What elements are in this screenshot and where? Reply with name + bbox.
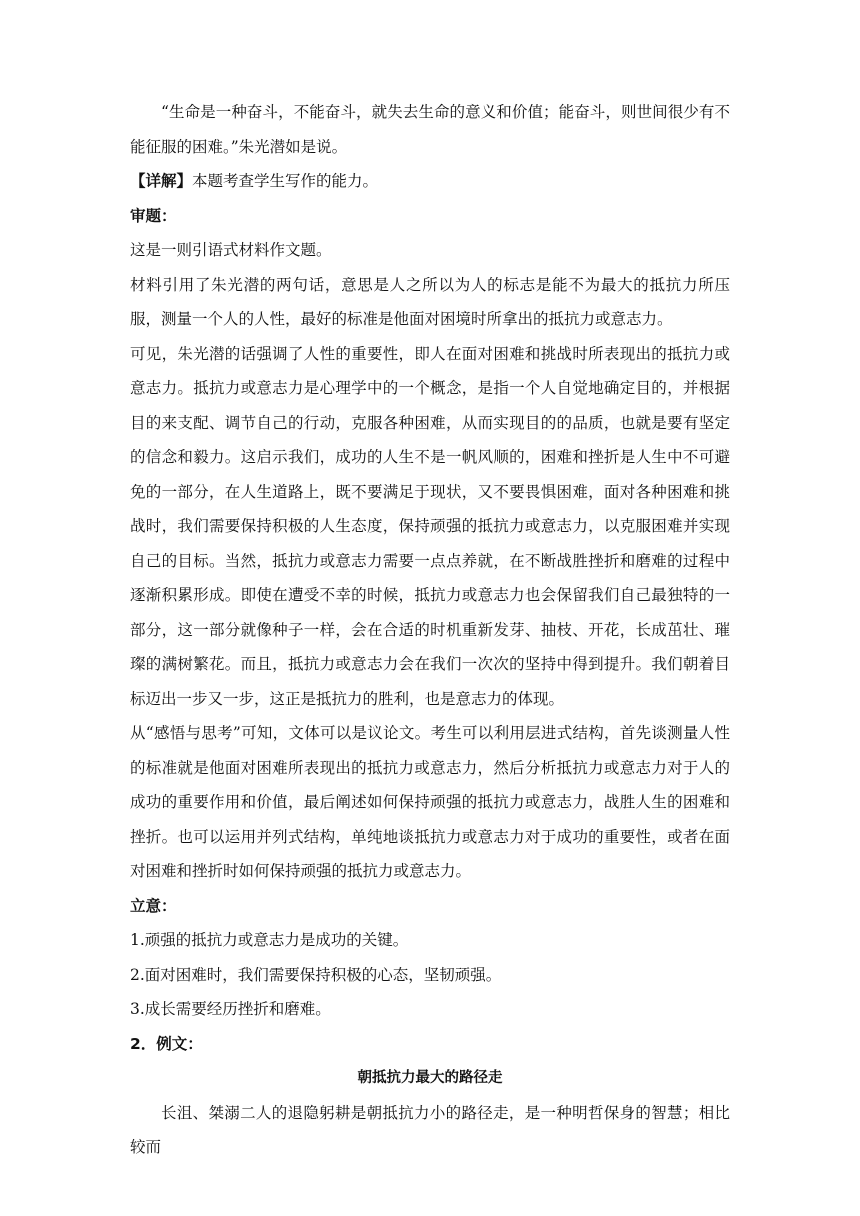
analysis-paragraph: 可见，朱光潜的话强调了人性的重要性，即人在面对困难和挑战时所表现出的抵抗力或意志力。抵抗力或意志力是心理学中的一个概念，是指一个人自觉地确定目的，并根据目的来支配、调节自己的行动，克服各种困难，从而实现目的的品质，也就是要有坚定的信念和毅力。这启示我们，成功的人生不是一帆风顺的，困难和挫折是人生中不可避免的一部分，在人生道路上，既不要满足于现状，又不要畏惧困难，面对各种困难和挑战时，我们需要保持积极的人生态度，保持顽强的抵抗力或意志力，以克服困难并实现自己的目标。当然，抵抗力或意志力需要一点点养就，在不断战胜挫折和磨难的过程中逐渐积累形成。即使在遭受不幸的时候，抵抗力或意志力也会保留我们自己最独特的一部分，这一部分就像种子一样，会在合适的时机重新发芽、抽枝、开花，长成茁壮、璀璨的满树繁花。而且，抵抗力或意志力会在我们一次次的坚持中得到提升。我们朝着目标迈出一步又一步，这正是抵抗力的胜利，也是意志力的体现。: [130, 344, 730, 708]
point-1: 1.顽强的抵抗力或意志力是成功的关键。: [130, 931, 409, 949]
point-2: 2.面对困难时，我们需要保持积极的心态，坚韧顽强。: [130, 965, 502, 984]
structure-paragraph: 从“感悟与思考”可知，文体可以是议论文。考生可以利用层进式结构，首先谈测量人性的标准就是他面对困难所表现出的抵抗力或意志力，然后分析抵抗力或意志力对于人的成功的重要作用和价值，最后阐述如何保持顽强的抵抗力或意志力，战胜人生的困难和挫折。也可以运用并列式结构，单纯地谈抵抗力或意志力对于成功的重要性，或者在面对困难和挫折时如何保持顽强的抵抗力或意志力。: [130, 724, 730, 880]
shenti-heading: 审题：: [130, 206, 177, 225]
detail-label: 【详解】: [130, 172, 193, 190]
quote-paragraph: “生命是一种奋斗，不能奋斗，就失去生命的意义和价值；能奋斗，则世间很少有不能征服的困难。”朱光潜如是说。: [130, 103, 730, 156]
essay-title: 朝抵抗力最大的路径走: [357, 1070, 503, 1086]
example-heading: 2．例文：: [130, 1034, 203, 1053]
liyi-heading: 立意：: [130, 896, 177, 915]
type-line: 这是一则引语式材料作文题。: [130, 241, 332, 259]
detail-line: [130, 164, 730, 199]
material-paragraph: 材料引用了朱光潜的两句话，意思是人之所以为人的标志是能不为最大的抵抗力所压服，测量一个人的人性，最好的标准是他面对困境时所拿出的抵抗力或意志力。: [130, 275, 730, 328]
point-3: 3.成长需要经历挫折和磨难。: [130, 1000, 331, 1018]
document-page: [130, 104, 730, 1165]
detail-text: 本题考查学生写作的能力。: [192, 172, 379, 190]
essay-first-paragraph: 长沮、桀溺二人的退隐躬耕是朝抵抗力小的路径走，是一种明哲保身的智慧；相比较而: [130, 1103, 730, 1156]
